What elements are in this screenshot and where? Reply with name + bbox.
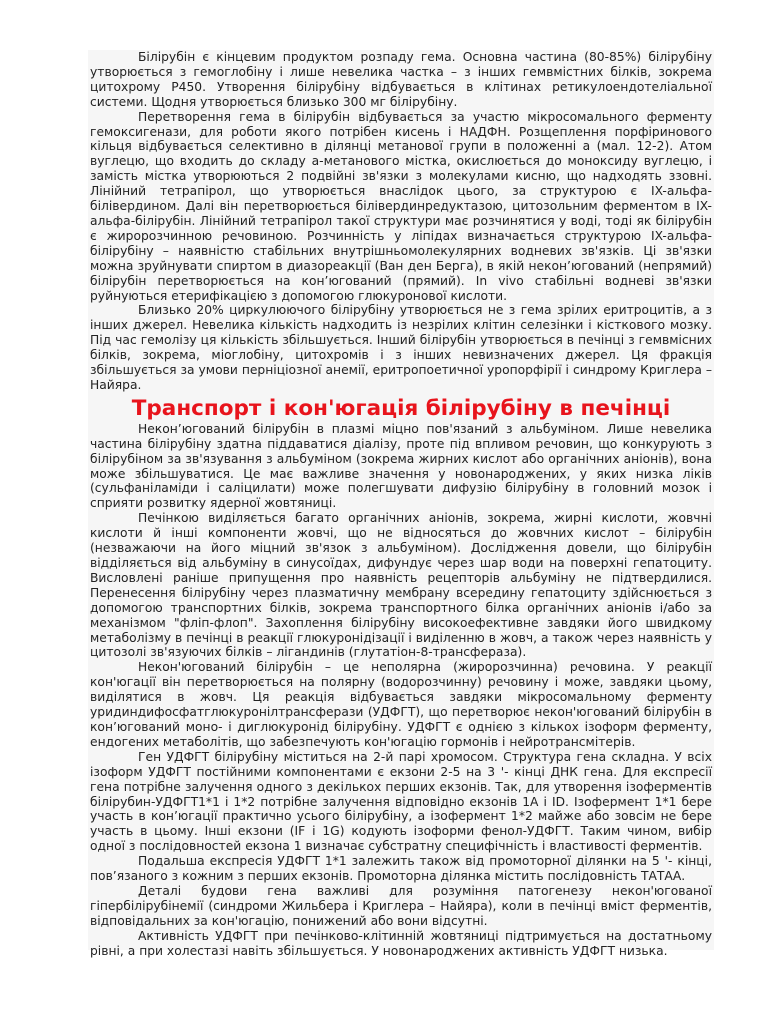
section-heading: Транспорт і кон'югація білірубіну в печінці bbox=[131, 395, 671, 421]
paragraph-syndromes: Деталі будови гена важливі для розуміння патогенезу некон'югованої гіпербілірубінемії (синдроми Жильбера і Криглера – Найяра), коли в печінці вміст ферментів, відповідальних за кон'югацію, понижений або вони відсутні. bbox=[90, 883, 712, 928]
paragraph-conjugation: Некон'югований білірубін – це неполярна (жиророзчинна) речовина. У реакції кон'югації він перетворюється на полярну (водорозчинну) речовину і може, завдяки цьому, виділятися в жовч. Ця реакція відбувається завдяки мікросомальному ферменту уридиндифосфатглюкуронілтрансферази (УДФГТ), що перетворює некон'югований білірубін в кон’югований моно- і диглюкуронід білірубіну. УДФГТ є однією з кількох ізоформ ферменту, ендогених метаболітів, що забезпечують кон'югацію гормонів і нейротрансмітерів. bbox=[90, 660, 712, 749]
paragraph-udpgt-gene: Ген УДФГТ білірубіну міститься на 2-й парі хромосом. Структура гена складна. У всіх ізоформ УДФГТ постійними компонентами є екзони 2-5 на 3 '- кінці ДНК гена. Для експресії гена потрібне залучення одного з декількох перших екзонів. Так, для утворення ізоферментів білірубин-УДФГТ1*1 і 1*2 потрібне залучення відповідно екзонів 1А і ID. Ізофермент 1*1 бере участь в кон’югації практично усього білірубіну, а ізофермент 1*2 майже або зовсім не бере участь в цьому. Інші екзони (IF і 1G) кодують ізоформи фенол-УДФГТ. Таким чином, вибір одної з послідовностей екзона 1 визначає субстратну специфічність і властивості ферментів. bbox=[90, 749, 712, 854]
paragraph-other-sources: Близько 20% циркулюючого білірубіну утворюється не з гема зрілих еритроцитів, а з інших джерел. Невелика кількість надходить із незрілих клітин селезінки і кісткового мозку. Під час гемолізу ця кількість збільшується. Інший білірубін утворюється в печінці з гемвмісних білків, зокрема, міоглобіну, цитохромів і з інших невизначених джерел. Ця фракція збільшується за умови перніціозної анемії, еритропоетичної уропорфірії і синдрому Криглера – Найяра. bbox=[90, 303, 712, 392]
document-body bbox=[88, 50, 714, 958]
paragraph-enzyme-activity: Активність УДФГТ при печінково-клітинній жовтяниці підтримується на достатньому рівні, а при холестазі навіть збільшується. У новонароджених активність УДФГТ низька. bbox=[90, 928, 712, 958]
document-page bbox=[88, 50, 714, 958]
paragraph-bilirubin-origin: Білірубін є кінцевим продуктом розпаду гема. Основна частина (80-85%) білірубіну утворюється з гемоглобіну і лише невелика частка – з інших гемвмістних білків, зокрема цитохрому Р450. Утворення білірубіну відбувається в клітинах ретикулоендотеліальної системи. Щодня утворюється близько 300 мг білірубіну. bbox=[90, 50, 712, 109]
paragraph-heme-conversion: Перетворення гема в білірубін відбувається за участю мікросомального ферменту гемоксигенази, для роботи якого потрібен кисень і НАДФН. Розщеплення порфіринового кільця відбувається селективно в ділянці метанової групи в положенні а (мал. 12-2). Атом вуглецю, що входить до складу а-метанового містка, окислюється до моноксиду вуглецю, і замість містка утворюються 2 подвійні зв'язки з молекулами кисню, що надходять ззовні. Лінійний тетрапірол, що утворюється внаслідок цього, за структурою є IX-альфа-білівердином. Далі він перетворюється білівердинредуктазою, цитозольним ферментом в IX-альфа-білірубін. Лінійний тетрапірол такої структури має розчинятися у воді, тоді як білірубін є жиророзчинною речовиною. Розчинність у ліпідах визначається структурою IX-альфа-білірубіну – наявністю стабільних внутрішньомолекулярних водневих зв'язків. Ці зв'язки можна зруйнувати спиртом в диазореакції (Ван ден Берга), в якій некон’югований (непрямий) білірубін перетворюється на кон’югований (прямий). In vivo стабільні водневі зв'язки руйнуються етерифікацією з допомогою глюкуронової кислоти. bbox=[90, 109, 712, 303]
paragraph-promoter: Подальша експресія УДФГТ 1*1 залежить також від промоторної ділянки на 5 '- кінці, пов’язаного з кожним з перших екзонів. Промоторна ділянка містить послідовність ТАТАА. bbox=[90, 854, 712, 884]
paragraph-hepatic-uptake: Печінкою виділяється багато органічних аніонів, зокрема, жирні кислоти, жовчні кислоти й інші компоненти жовчі, що не відносяться до жовчних кислот – білірубін (незважаючи на його міцний зв'язок з альбуміном). Дослідження довели, що білірубін відділяється від альбуміну в синусоїдах, дифундує через шар води на поверхні гепатоциту. Висловлені раніше припущення про наявність рецепторів альбуміну не підтвердилися. Перенесення білірубіну через плазматичну мембрану всередину гепатоциту здійснюється з допомогою транспортних білків, зокрема транспортного білка органічних аніонів і/або за механізмом "фліп-флоп". Захоплення білірубіну високоефективне завдяки його швидкому метаболізму в печінці в реакції глюкуронідізації і виділенню в жовч, а також через наявність у цитозолі зв'язуючих білків – лігандинів (глутатіон-8-трансфераза). bbox=[90, 511, 712, 660]
paragraph-plasma-transport: Некон’югований білірубін в плазмі міцно пов'язаний з альбуміном. Лише невелика частина білірубіну здатна піддаватися діалізу, проте під впливом речовин, що конкурують з білірубіном за зв'язування з альбуміном (зокрема жирних кислот або органічних аніонів), вона може збільшуватися. Це має важливе значення у новонароджених, у яких низка ліків (сульфаніламіди і саліцилати) може полегшувати дифузію білірубіну в головний мозок і сприяти розвитку ядерної жовтяниці. bbox=[90, 421, 712, 511]
